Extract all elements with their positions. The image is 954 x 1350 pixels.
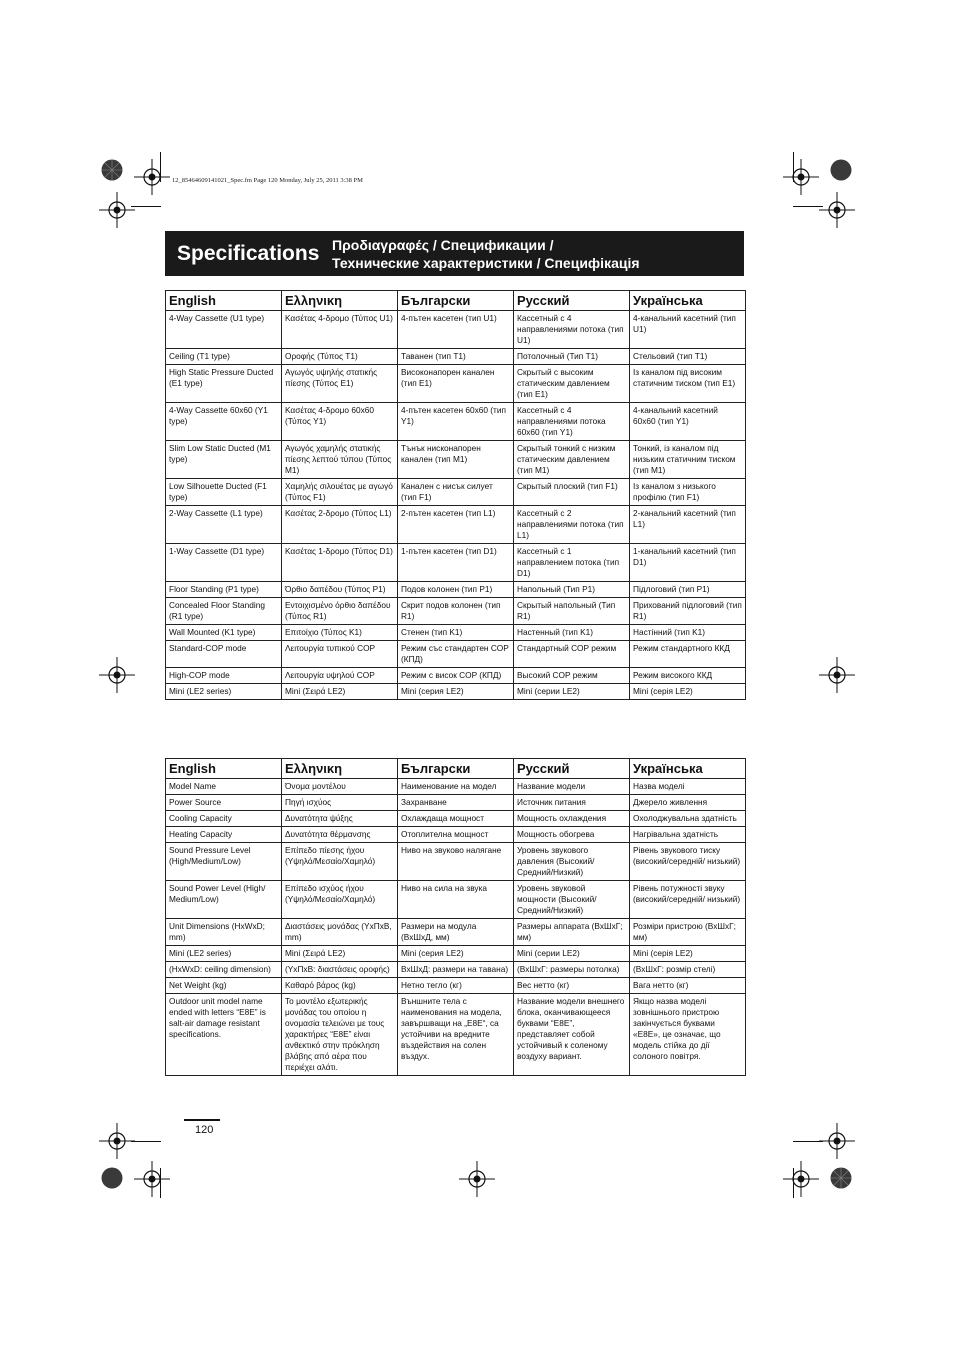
table-cell-bulgarian: Mini (серия LE2) <box>398 946 514 962</box>
table-cell-english: Slim Low Static Ducted (M1 type) <box>166 441 282 479</box>
column-header-bulgarian: Български <box>398 291 514 311</box>
table-cell-english: High Static Pressure Ducted (E1 type) <box>166 365 282 403</box>
table-cell-bulgarian: Таванен (тип T1) <box>398 349 514 365</box>
crop-mark <box>160 1168 161 1198</box>
registration-mark-icon <box>819 657 855 693</box>
table-cell-bulgarian: 4-пътен касетен 60x60 (тип Y1) <box>398 403 514 441</box>
table-row <box>166 403 746 441</box>
page-subtitle <box>332 236 640 272</box>
table-cell-english: (HxWxD: ceiling dimension) <box>166 962 282 978</box>
table-cell-ukrainian: Джерело живлення <box>630 795 746 811</box>
table-cell-ukrainian: Mini (серія LE2) <box>630 684 746 700</box>
table-row <box>166 843 746 881</box>
table-cell-greek: Κασέτας 4-δρομο (Τύπος U1) <box>282 311 398 349</box>
table-cell-bulgarian: ВхШхД: размери на тавана) <box>398 962 514 978</box>
subtitle-line-2: Технические характеристики / Специфікація <box>332 254 640 271</box>
table-cell-russian: Размеры аппарата (ВхШхГ; мм) <box>514 919 630 946</box>
table-cell-russian: Название модели внешнего блока, оканчивающееся буквами “E8E”, представляет собой устойчивый к соленому воздуху вариант. <box>514 994 630 1076</box>
table-cell-greek: Το μοντέλο εξωτερικής μονάδας του οποίου η ονομασία τελειώνει με τους χαρακτήρες “E8E” είναι ανθεκτικό στην πρόκληση βλάβης από αέρα που περιέχει αλάτι. <box>282 994 398 1076</box>
table-cell-english: Floor Standing (P1 type) <box>166 582 282 598</box>
table-cell-russian: Мощность охлаждения <box>514 811 630 827</box>
color-bar-disc-icon <box>101 159 123 181</box>
table-row <box>166 811 746 827</box>
table-cell-greek: Mini (Σειρά LE2) <box>282 946 398 962</box>
table-cell-greek: Mini (Σειρά LE2) <box>282 684 398 700</box>
table-cell-ukrainian: 4-канальний касетний 60x60 (тип Y1) <box>630 403 746 441</box>
registration-mark-icon <box>783 159 819 195</box>
table-cell-russian: Кассетный с 2 направлениями потока (тип L1) <box>514 506 630 544</box>
column-header-greek: Ελληνικη <box>282 759 398 779</box>
color-bar-disc-icon <box>101 1167 123 1189</box>
table-cell-ukrainian: Стельовий (тип T1) <box>630 349 746 365</box>
table-row <box>166 625 746 641</box>
table-cell-english: Ceiling (T1 type) <box>166 349 282 365</box>
table-cell-greek: Εντοιχισμένο όρθιο δαπέδου (Τύπος R1) <box>282 598 398 625</box>
table-cell-english: Concealed Floor Standing (R1 type) <box>166 598 282 625</box>
table-cell-ukrainian: 1-канальний касетний (тип D1) <box>630 544 746 582</box>
color-bar-disc-icon <box>830 159 852 181</box>
crop-mark <box>793 152 794 182</box>
table-cell-russian: Кассетный с 1 направлением потока (тип D1) <box>514 544 630 582</box>
table-cell-ukrainian: Якщо назва моделі зовнішнього пристрою закінчується буквами «E8E», це означає, що модель стійка до дії солоного повітря. <box>630 994 746 1076</box>
table-cell-greek: Οροφής (Τύπος T1) <box>282 349 398 365</box>
table-row <box>166 919 746 946</box>
table-row <box>166 994 746 1076</box>
table-cell-bulgarian: Ниво на сила на звука <box>398 881 514 919</box>
table-cell-russian: Кассетный с 4 направлениями потока 60x60 (тип Y1) <box>514 403 630 441</box>
table-cell-english: 1-Way Cassette (D1 type) <box>166 544 282 582</box>
table-cell-greek: Δυνατότητα θέρμανσης <box>282 827 398 843</box>
table-cell-greek: Επίπεδο ισχύος ήχου (Υψηλό/Μεσαίο/Χαμηλό) <box>282 881 398 919</box>
table-cell-greek: (ΥxΠxΒ: διαστάσεις οροφής) <box>282 962 398 978</box>
table-cell-english: Standard-COP mode <box>166 641 282 668</box>
page-number-rule <box>184 1119 220 1121</box>
table-cell-ukrainian: Режим високого ККД <box>630 668 746 684</box>
registration-mark-icon <box>134 159 170 195</box>
table-cell-english: High-COP mode <box>166 668 282 684</box>
unit-types-table <box>165 290 746 700</box>
table-cell-russian: Высокий COP режим <box>514 668 630 684</box>
table-cell-bulgarian: Режим с висок COP (КПД) <box>398 668 514 684</box>
table-cell-greek: Επιτοίχιο (Τύπος K1) <box>282 625 398 641</box>
table-cell-russian: Скрытый плоский (тип F1) <box>514 479 630 506</box>
table-cell-russian: Mini (серии LE2) <box>514 946 630 962</box>
table-cell-english: Mini (LE2 series) <box>166 946 282 962</box>
column-header-russian: Русский <box>514 759 630 779</box>
table-cell-bulgarian: Скрит подов колонен (тип R1) <box>398 598 514 625</box>
column-header-greek: Ελληνικη <box>282 291 398 311</box>
table-cell-bulgarian: Тънък нисконапорен канален (тип M1) <box>398 441 514 479</box>
table-cell-ukrainian: Прихований підлоговий (тип R1) <box>630 598 746 625</box>
crop-mark <box>793 1141 823 1142</box>
table-cell-greek: Δυνατότητα ψύξης <box>282 811 398 827</box>
table-row <box>166 946 746 962</box>
table-cell-bulgarian: Охлаждаща мощност <box>398 811 514 827</box>
table-cell-russian: Скрытый тонкий с низким статическим давлением (тип M1) <box>514 441 630 479</box>
table-row <box>166 668 746 684</box>
registration-mark-icon <box>99 657 135 693</box>
table-cell-english: Mini (LE2 series) <box>166 684 282 700</box>
crop-mark <box>160 152 161 182</box>
table-row <box>166 479 746 506</box>
subtitle-line-1: Προδιαγραφές / Спецификации / <box>332 236 554 253</box>
crop-mark <box>793 1168 794 1198</box>
table-cell-greek: Αγωγός χαμηλής στατικής πίεσης λεπτού τύπου (Τύπος M1) <box>282 441 398 479</box>
table-cell-ukrainian: Із каналом під високим статичним тиском (тип E1) <box>630 365 746 403</box>
table-row <box>166 441 746 479</box>
table-header-row <box>166 291 746 311</box>
table-cell-bulgarian: Режим със стандартен COP (КПД) <box>398 641 514 668</box>
crop-mark <box>131 1141 161 1142</box>
table-cell-english: Sound Pressure Level (High/Medium/Low) <box>166 843 282 881</box>
table-cell-bulgarian: Mini (серия LE2) <box>398 684 514 700</box>
registration-mark-icon <box>819 192 855 228</box>
table-cell-bulgarian: 2-пътен касетен (тип L1) <box>398 506 514 544</box>
table-cell-bulgarian: Захранване <box>398 795 514 811</box>
table-cell-bulgarian: Ниво на звуково налягане <box>398 843 514 881</box>
table-cell-bulgarian: Канален с нисък силует (тип F1) <box>398 479 514 506</box>
table-cell-russian: Мощность обогрева <box>514 827 630 843</box>
table-row <box>166 684 746 700</box>
table-cell-ukrainian: Режим стандартного ККД <box>630 641 746 668</box>
table-cell-ukrainian: (ВхШхГ: розмір стелі) <box>630 962 746 978</box>
table-cell-bulgarian: Високонапорен канален (тип E1) <box>398 365 514 403</box>
registration-mark-icon <box>99 192 135 228</box>
table-cell-ukrainian: 4-канальний касетний (тип U1) <box>630 311 746 349</box>
table-row <box>166 978 746 994</box>
table-cell-bulgarian: Размери на модула (ВхШхД, мм) <box>398 919 514 946</box>
table-cell-russian: Mini (серии LE2) <box>514 684 630 700</box>
table-cell-ukrainian: 2-канальний касетний (тип L1) <box>630 506 746 544</box>
table-cell-russian: Кассетный с 4 направлениями потока (тип U1) <box>514 311 630 349</box>
table-cell-ukrainian: Назва моделі <box>630 779 746 795</box>
table-cell-greek: Διαστάσεις μονάδας (ΥxΠxΒ, mm) <box>282 919 398 946</box>
table-cell-russian: Потолочный (Тип T1) <box>514 349 630 365</box>
table-cell-ukrainian: Із каналом з низького профілю (тип F1) <box>630 479 746 506</box>
table-cell-russian: Стандартный COP режим <box>514 641 630 668</box>
table-cell-english: Outdoor unit model name ended with letters “E8E” is salt-air damage resistant specifications. <box>166 994 282 1076</box>
table-header-row <box>166 759 746 779</box>
table-cell-english: Power Source <box>166 795 282 811</box>
table-row <box>166 582 746 598</box>
table-cell-bulgarian: Отоплителна мощност <box>398 827 514 843</box>
table-cell-bulgarian: Нетно тегло (кг) <box>398 978 514 994</box>
table-cell-russian: Вес нетто (кг) <box>514 978 630 994</box>
table-cell-bulgarian: Стенен (тип K1) <box>398 625 514 641</box>
table-cell-ukrainian: Тонкий, із каналом під низьким статичним тиском (тип M1) <box>630 441 746 479</box>
file-slug-line: 12_85464609141021_Spec.fm Page 120 Monday, July 25, 2011 3:38 PM <box>172 177 363 184</box>
table-row <box>166 365 746 403</box>
table-cell-greek: Λειτουργία τυπικού COP <box>282 641 398 668</box>
table-cell-russian: Скрытый с высоким статическим давлением (тип E1) <box>514 365 630 403</box>
column-header-russian: Русский <box>514 291 630 311</box>
table-row <box>166 795 746 811</box>
table-cell-greek: Κασέτας 2-δρομο (Τύπος L1) <box>282 506 398 544</box>
table-cell-ukrainian: Вага нетто (кг) <box>630 978 746 994</box>
table-cell-english: Net Weight (kg) <box>166 978 282 994</box>
table-cell-bulgarian: Външните тела с наименования на модела, завършващи на „E8E“, са устойчиви на вредните въздействия на солен въздух. <box>398 994 514 1076</box>
table-row <box>166 641 746 668</box>
table-cell-english: Unit Dimensions (HxWxD; mm) <box>166 919 282 946</box>
table-cell-russian: Название модели <box>514 779 630 795</box>
column-header-bulgarian: Български <box>398 759 514 779</box>
table-cell-russian: Напольный (Тип P1) <box>514 582 630 598</box>
spec-terms-table <box>165 758 746 1076</box>
crop-mark <box>131 206 161 207</box>
table-cell-ukrainian: Нагрівальна здатність <box>630 827 746 843</box>
table-cell-ukrainian: Охолоджувальна здатність <box>630 811 746 827</box>
registration-mark-icon <box>99 1123 135 1159</box>
table-row <box>166 311 746 349</box>
table-row <box>166 779 746 795</box>
table-cell-russian: Скрытый напольный (Тип R1) <box>514 598 630 625</box>
table-row <box>166 827 746 843</box>
table-cell-bulgarian: 1-пътен касетен (тип D1) <box>398 544 514 582</box>
table-cell-greek: Επίπεδο πίεσης ήχου (Υψηλό/Μεσαίο/Χαμηλό) <box>282 843 398 881</box>
table-cell-english: Sound Power Level (High/ Medium/Low) <box>166 881 282 919</box>
table-cell-greek: Αγωγός υψηλής στατικής πίεσης (Τύπος E1) <box>282 365 398 403</box>
table-cell-ukrainian: Розміри пристрою (ВхШхГ; мм) <box>630 919 746 946</box>
table-cell-greek: Όνομα μοντέλου <box>282 779 398 795</box>
registration-mark-icon <box>459 1161 495 1197</box>
table-cell-ukrainian: Mini (серія LE2) <box>630 946 746 962</box>
table-cell-english: Wall Mounted (K1 type) <box>166 625 282 641</box>
column-header-english: English <box>166 291 282 311</box>
table-cell-ukrainian: Рівень звукового тиску (високий/середній/ низький) <box>630 843 746 881</box>
crop-mark <box>793 206 823 207</box>
table-cell-russian: (ВхШхГ: размеры потолка) <box>514 962 630 978</box>
table-row <box>166 598 746 625</box>
table-row <box>166 349 746 365</box>
table-cell-english: Cooling Capacity <box>166 811 282 827</box>
table-row <box>166 544 746 582</box>
table-row <box>166 506 746 544</box>
table-cell-bulgarian: 4-пътен касетен (тип U1) <box>398 311 514 349</box>
table-cell-russian: Уровень звуковой мощности (Высокий/ Средний/Низкий) <box>514 881 630 919</box>
table-cell-english: 4-Way Cassette 60x60 (Y1 type) <box>166 403 282 441</box>
table-cell-english: Model Name <box>166 779 282 795</box>
table-cell-ukrainian: Настінний (тип K1) <box>630 625 746 641</box>
page-title: Specifications <box>177 241 320 265</box>
table-cell-greek: Κασέτας 1-δρομο (Τύπος D1) <box>282 544 398 582</box>
table-cell-ukrainian: Підлоговий (тип P1) <box>630 582 746 598</box>
table-cell-greek: Πηγή ισχύος <box>282 795 398 811</box>
table-cell-bulgarian: Подов колонен (тип P1) <box>398 582 514 598</box>
page-number: 120 <box>195 1124 214 1136</box>
title-banner <box>165 231 744 276</box>
table-cell-russian: Источник питания <box>514 795 630 811</box>
registration-mark-icon <box>783 1161 819 1197</box>
registration-mark-icon <box>134 1161 170 1197</box>
table-cell-greek: Καθαρό βάρος (kg) <box>282 978 398 994</box>
table-cell-english: Heating Capacity <box>166 827 282 843</box>
table-row <box>166 962 746 978</box>
table-cell-ukrainian: Рівень потужності звуку (високий/середній/ низький) <box>630 881 746 919</box>
table-cell-greek: Κασέτας 4-δρομο 60x60 (Τύπος Y1) <box>282 403 398 441</box>
table-cell-bulgarian: Наименование на модел <box>398 779 514 795</box>
table-cell-english: Low Silhouette Ducted (F1 type) <box>166 479 282 506</box>
column-header-ukrainian: Українська <box>630 759 746 779</box>
registration-mark-icon <box>819 1123 855 1159</box>
table-cell-russian: Уровень звукового давления (Высокий/ Средний/Низкий) <box>514 843 630 881</box>
table-row <box>166 881 746 919</box>
table-cell-greek: Λειτουργία υψηλού COP <box>282 668 398 684</box>
table-cell-english: 4-Way Cassette (U1 type) <box>166 311 282 349</box>
table-cell-greek: Χαμηλής σιλουέτας με αγωγό (Τύπος F1) <box>282 479 398 506</box>
column-header-ukrainian: Українська <box>630 291 746 311</box>
column-header-english: English <box>166 759 282 779</box>
color-bar-disc-icon <box>830 1167 852 1189</box>
table-cell-english: 2-Way Cassette (L1 type) <box>166 506 282 544</box>
table-cell-russian: Настенный (тип K1) <box>514 625 630 641</box>
table-cell-greek: Όρθιο δαπέδου (Τύπος P1) <box>282 582 398 598</box>
